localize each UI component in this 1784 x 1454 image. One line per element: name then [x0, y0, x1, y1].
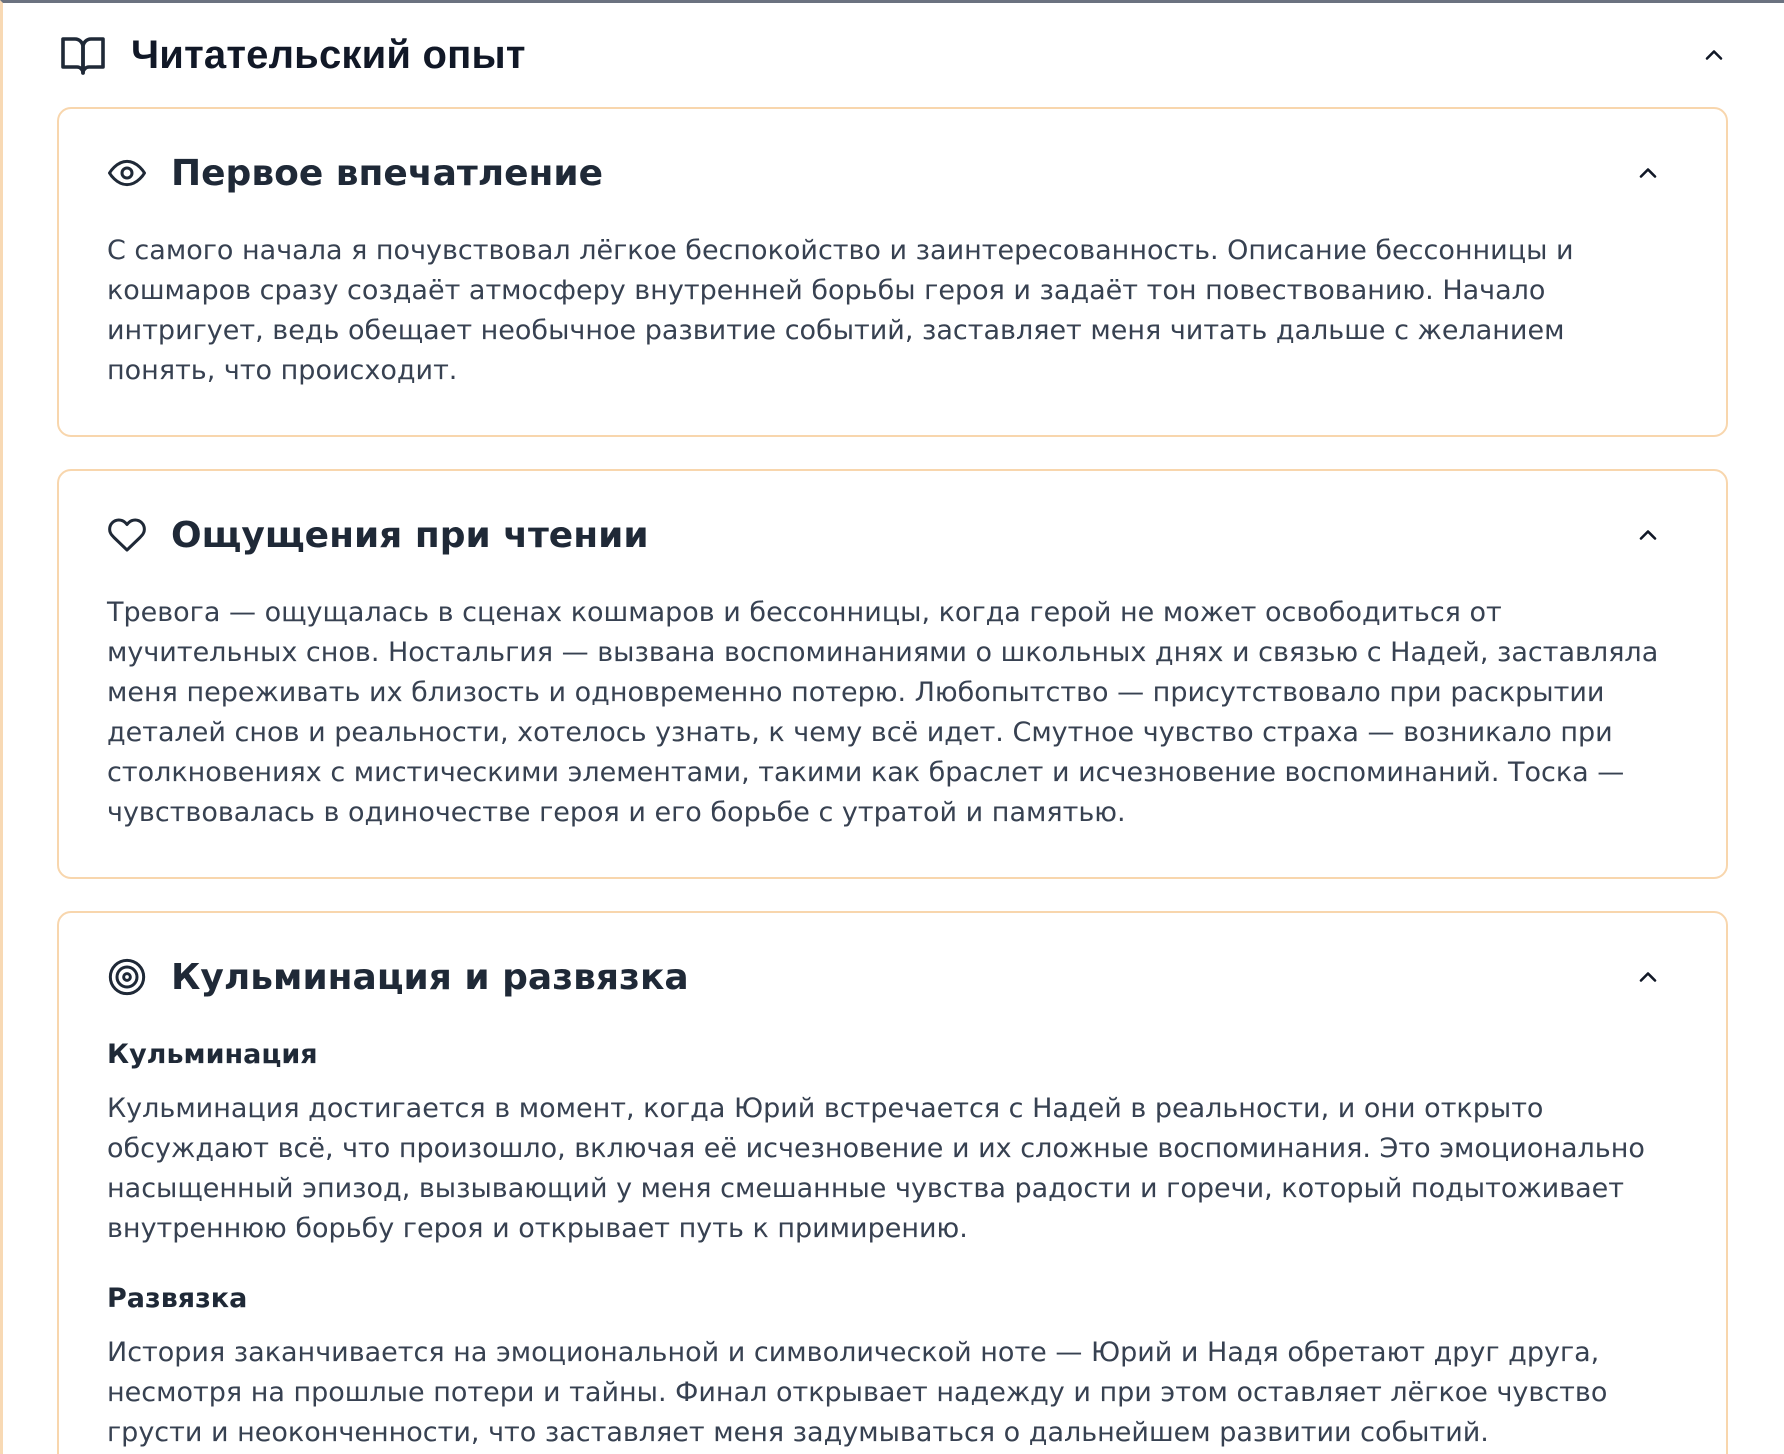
card-body [107, 231, 1678, 435]
section-header-reader-experience[interactable] [57, 3, 1728, 107]
heart-icon [107, 515, 147, 555]
card-climax-resolution [57, 911, 1728, 1454]
section-title: Читательский опыт [131, 32, 526, 77]
card-body [107, 593, 1678, 877]
card-header-reading-feelings[interactable] [107, 471, 1678, 599]
card-header-climax-resolution[interactable] [107, 913, 1678, 1041]
card-text: Тревога — ощущалась в сценах кошмаров и бессонницы, когда герой не может освободиться от мучительных снов. Ностальгия — вызвана воспоминаниями о школьных днях и связью с Надей, заставляла меня переживать их близость и одновременно потерю. Любопытство — присутствовало при раскрытии деталей снов и реальности, хотелось узнать, к чему всё идет. Смутное чувство страха — возникало при столкновениях с мистическими элементами, такими как браслет и исчезновение воспоминаний. Тоска — чувствовалась в одиночестве героя и его борьбе с утратой и памятью. [107, 597, 1659, 828]
climax-text: Кульминация достигается в момент, когда Юрий встречается с Надей в реальности, и они открыто обсуждают всё, что произошло, включая её исчезновение и их сложные воспоминания. Это эмоционально насыщенный эпизод, вызывающий у меня смешанные чувства радости и горечи, который подытоживает внутреннюю борьбу героя и открывает путь к примирению. [107, 1093, 1645, 1244]
card-first-impression [57, 107, 1728, 437]
card-title: Первое впечатление [171, 152, 604, 194]
book-open-icon [59, 31, 107, 79]
card-title: Ощущения при чтении [171, 514, 649, 556]
target-icon [107, 957, 147, 997]
resolution-text: История заканчивается на эмоциональной и символической ноте — Юрий и Надя обретают друг друга, несмотря на прошлые потери и тайны. Финал открывает надежду и при этом оставляет лёгкое чувство грусти и неоконченности, что заставляет меня задумываться о дальнейшем развитии событий. [107, 1337, 1608, 1448]
card-reading-feelings [57, 469, 1728, 879]
chevron-up-icon[interactable] [1634, 159, 1662, 187]
chevron-up-icon[interactable] [1634, 521, 1662, 549]
subheading-climax: Кульминация [107, 1039, 318, 1070]
eye-icon [107, 153, 147, 193]
card-text: С самого начала я почувствовал лёгкое беспокойство и заинтересованность. Описание бессонницы и кошмаров сразу создаёт атмосферу внутренней борьбы героя и задаёт тон повествованию. Начало интригует, ведь обещает необычное развитие событий, заставляет меня читать дальше с желанием понять, что происходит. [107, 235, 1574, 386]
subheading-resolution: Развязка [107, 1283, 248, 1314]
chevron-up-icon[interactable] [1700, 41, 1728, 69]
chevron-up-icon[interactable] [1634, 963, 1662, 991]
card-title: Кульминация и развязка [171, 956, 689, 998]
card-header-first-impression[interactable] [107, 109, 1678, 237]
card-body [107, 1035, 1678, 1454]
